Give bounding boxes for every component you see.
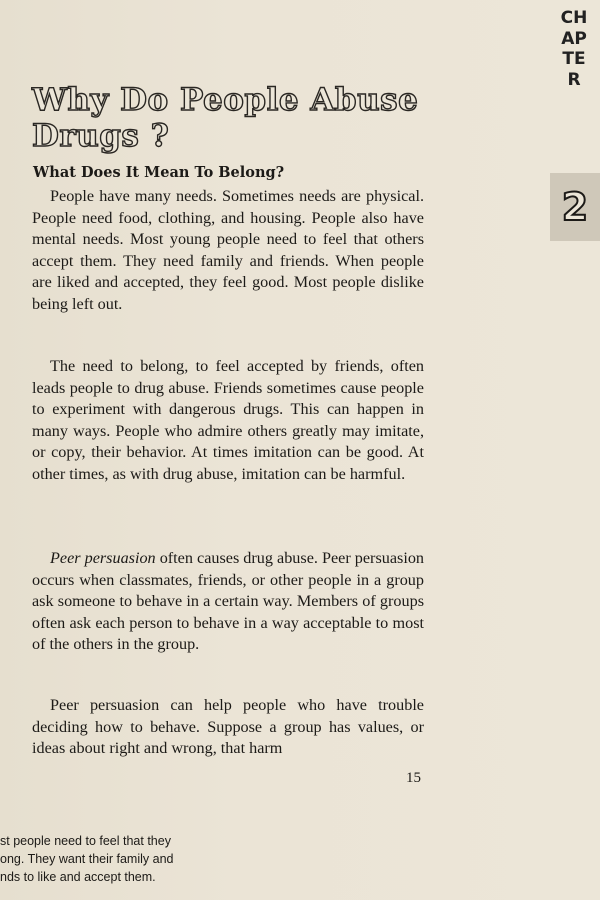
paragraph-4-text: Peer persuasion can help people who have trouble deciding how to behave. Suppose a group has values, or ideas about right and wrong, that harm bbox=[32, 696, 424, 758]
paragraph-1-text: People have many needs. Sometimes needs are physical. People need food, clothing, and housing. People also have mental needs. Most young people need to feel that others accept them. They need family and friends. When people are liked and accepted, they feel good. Most people dislike being left out. bbox=[32, 187, 424, 313]
chapter-number: 2 bbox=[561, 185, 589, 229]
paragraph-3 bbox=[32, 548, 424, 656]
paragraph-2-text: The need to belong, to feel accepted by friends, often leads people to drug abuse. Friends sometimes cause people to experiment with dangerous drugs. This can happen in many ways. People who admire others greatly may imitate, or copy, their behavior. At times imitation can be good. At other times, as with drug abuse, imitation can be harmful. bbox=[32, 357, 424, 483]
paragraph-3-emphasis: Peer persuasion bbox=[50, 549, 156, 567]
chapter-tab bbox=[550, 173, 600, 241]
paragraph-2 bbox=[32, 356, 424, 486]
facing-page-caption: st people need to feel that they ong. They want their family and nds to like and accept them. bbox=[0, 834, 174, 884]
chapter-label: CHAPTER bbox=[560, 8, 588, 90]
page-number: 15 bbox=[406, 770, 421, 786]
page-title: Why Do People Abuse Drugs ? bbox=[32, 82, 419, 154]
paragraph-1 bbox=[32, 186, 424, 316]
paragraph-3-text: often causes drug abuse. Peer persuasion occurs when classmates, friends, or other people in a group ask someone to behave in a certain way. Members of groups often ask each person to behave in a way acceptable to most of the others in the group. bbox=[32, 549, 425, 654]
paragraph-4 bbox=[32, 695, 424, 760]
section-heading: What Does It Mean To Belong? bbox=[33, 164, 285, 181]
